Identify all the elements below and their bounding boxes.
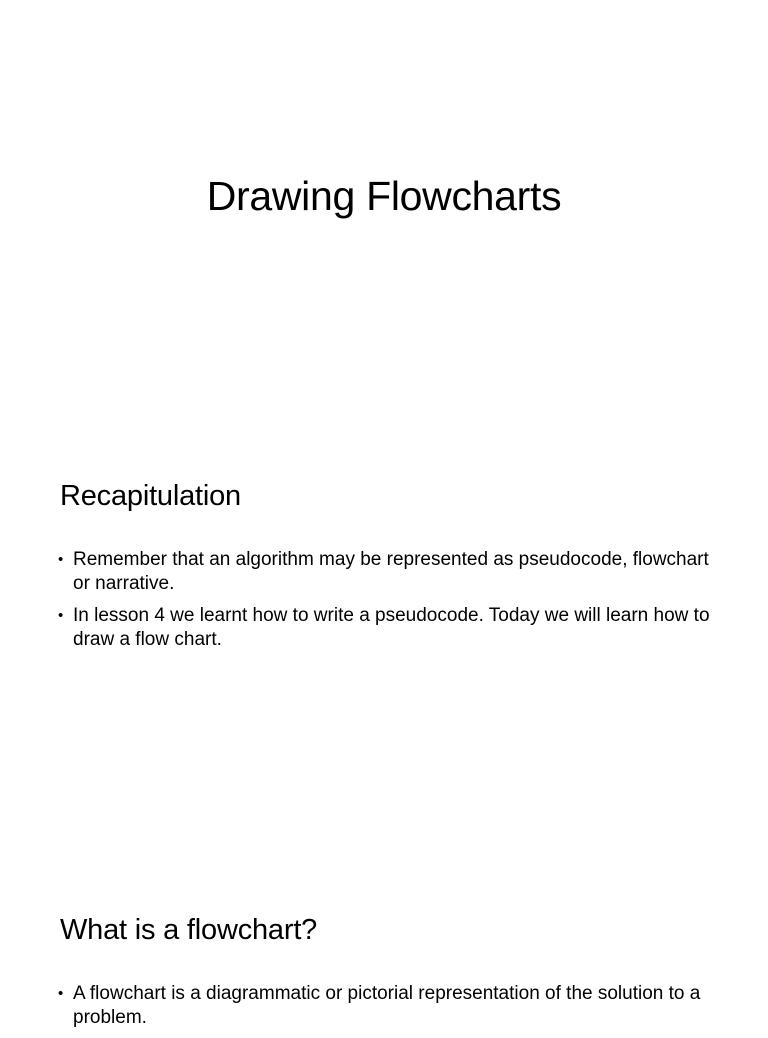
bullet-text: Remember that an algorithm may be represented as pseudocode, flowchart or narrative. — [73, 549, 709, 594]
bullet-icon: • — [58, 985, 64, 1002]
bullet-icon: • — [58, 551, 64, 568]
recapitulation-slide — [0, 432, 768, 864]
bullet-text: In lesson 4 we learnt how to write a pseudocode. Today we will learn how to draw a flow chart. — [73, 605, 710, 650]
bullet-item — [58, 982, 718, 1030]
what-is-flowchart-slide — [0, 864, 768, 1028]
bullet-list — [58, 548, 718, 660]
slide-heading: What is a flowchart? — [60, 914, 318, 946]
bullet-icon: • — [58, 607, 64, 624]
bullet-item — [58, 604, 718, 652]
bullet-text: A flowchart is a diagrammatic or pictorial representation of the solution to a problem. — [73, 983, 701, 1028]
title-slide — [0, 0, 768, 432]
bullet-list — [58, 982, 718, 1038]
slide-heading: Recapitulation — [60, 480, 241, 512]
deck-title: Drawing Flowcharts — [206, 173, 562, 219]
bullet-item — [58, 548, 718, 596]
